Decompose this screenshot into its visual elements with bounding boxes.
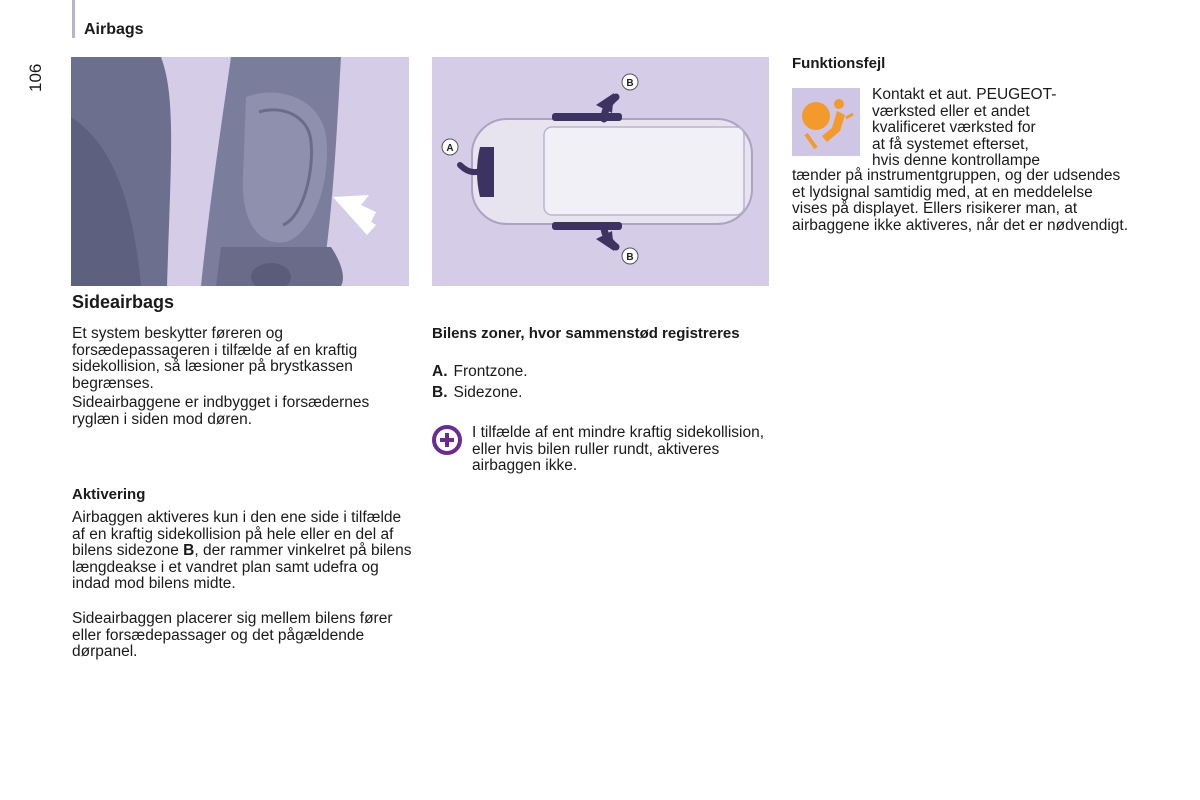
- zone-b-key: B.: [432, 384, 448, 401]
- zone-b-item: [432, 385, 522, 402]
- zone-a-label: Frontzone.: [453, 363, 528, 380]
- page-number: 106: [26, 63, 45, 92]
- intro-paragraph-2: Sideairbaggene er indbygget i forsædernes ryglæn i siden mod døren.: [72, 394, 370, 428]
- airbag-warning-lamp-icon: [792, 88, 860, 156]
- activation-paragraph-1: [72, 510, 412, 593]
- activation-text-start: Airbaggen aktiveres kun i den ene side i tilfælde af en kraftig sidekollision på hele eller en del af bilens sidezone: [72, 509, 402, 559]
- malfunction-text-wrap: [872, 87, 1172, 170]
- diagram-label-b-top: B: [626, 78, 634, 89]
- warn-line-2: værksted eller et andet: [872, 102, 1030, 120]
- warn-line-3: kvalificeret værksted for: [872, 119, 1036, 136]
- activation-heading: Aktivering: [72, 486, 146, 503]
- diagram-label-b-bottom: B: [626, 252, 634, 263]
- plus-circle-icon: [432, 425, 462, 455]
- activation-paragraph-2: Sideairbaggen placerer sig mellem bilens fører eller forsædepassager og det pågældende dørpanel.: [72, 610, 393, 660]
- section-title: Airbags: [84, 21, 144, 38]
- diagram-label-a: A: [446, 143, 454, 154]
- zone-a-item: [432, 364, 528, 381]
- warn-line-4: at få systemet efterset,: [872, 135, 1029, 153]
- zone-a-key: A.: [432, 363, 448, 380]
- warn-line-1: Kontakt et aut. PEUGEOT-: [872, 86, 1057, 103]
- car-zones-diagram: [432, 57, 769, 286]
- zones-heading: Bilens zoner, hvor sammenstød registreres: [432, 325, 740, 342]
- zone-b-label: Sidezone.: [453, 384, 523, 401]
- info-note: I tilfælde af ent mindre kraftig sidekollision, eller hvis bilen ruller rundt, aktiveres airbaggen ikke.: [472, 424, 765, 474]
- activation-zone-key: B: [183, 542, 195, 559]
- section-marker-bar: [72, 0, 75, 38]
- warn-line-5: hvis denne kontrollampe: [872, 152, 1041, 169]
- malfunction-heading: Funktionsfejl: [792, 55, 886, 72]
- activation-text-end: , der rammer vinkelret på bilens længdeakse i et vandret plan samt udefra og indad mod bilens midte.: [72, 542, 412, 592]
- intro-paragraph-1: Et system beskytter føreren og forsædepassageren i tilfælde af en kraftig sidekollision, så læsioner på brystkassen begrænses.: [72, 325, 358, 392]
- malfunction-paragraph: tænder på instrumentgruppen, og der udsendes et lydsignal samtidig med, at en meddelelse vises på displayet. Ellers risikerer man, at airbaggene ikke aktiveres, når det er nødvendigt.: [792, 167, 1129, 234]
- seat-side-airbag-illustration: [71, 57, 409, 286]
- sideairbags-heading: Sideairbags: [72, 292, 175, 312]
